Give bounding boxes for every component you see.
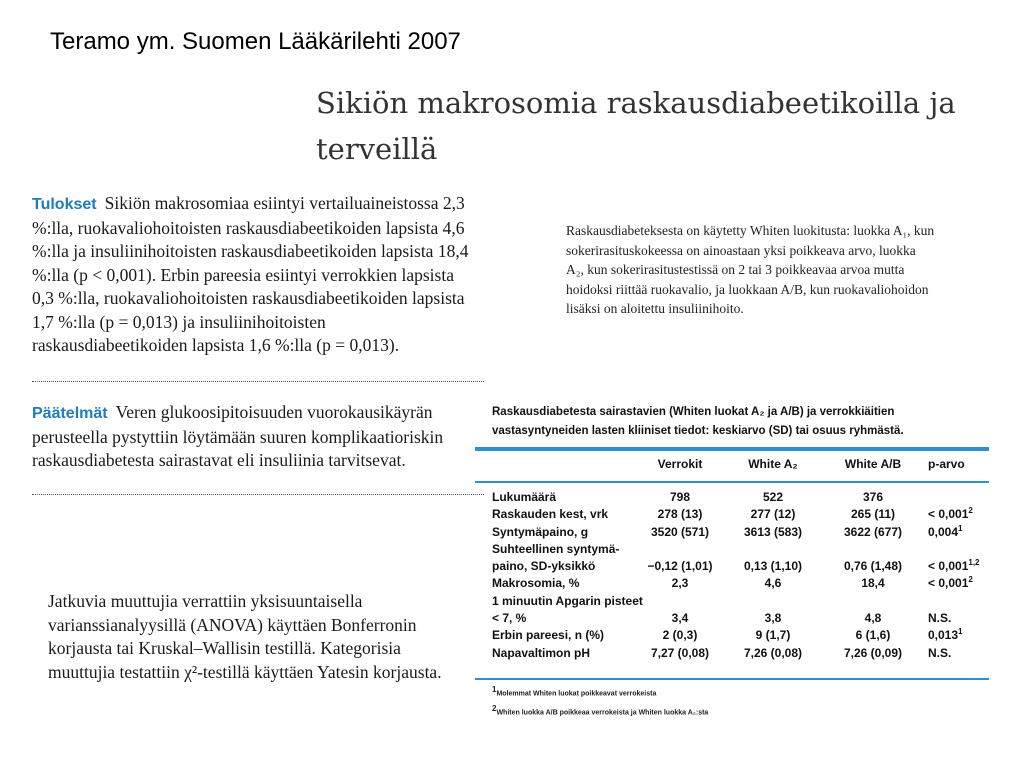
cell-p-value — [928, 645, 951, 662]
cell-white-ab: 376 — [862, 490, 884, 504]
table-header-row — [475, 456, 989, 476]
p-value-text: N.S. — [928, 645, 952, 660]
column-header-p-value: p-arvo — [928, 457, 965, 471]
table-footnote — [492, 685, 657, 698]
white-classification-note: Raskausdiabeteksesta on käytetty Whiten luokitusta: luokka A₁, kun sokerirasituskokeessa on ainoastaan yksi poikkeava arvo, luokka A₂, kun sokerirasitustestissä on 2 tai 3 poikkeavaa arvoa mutta hoidoksi riittää ruokavalio, ja luokkaan A/B, kun ruokavaliohoidon lisäksi on aloitettu insuliinihoito. — [566, 223, 935, 316]
cell-white-a2: 3613 (583) — [743, 524, 803, 539]
row-label: < 7, % — [492, 611, 527, 626]
cell-white-a2: 3,8 — [764, 611, 782, 626]
cell-white-ab: 0,76 (1,48) — [843, 559, 903, 574]
p-value-text: < 0,001 — [928, 507, 969, 522]
table-row — [475, 506, 989, 523]
table-top-rule — [475, 447, 989, 451]
cell-p-value — [928, 524, 962, 541]
p-value-text: < 0,001 — [928, 559, 969, 574]
cell-white-a2: 4,6 — [764, 576, 782, 591]
cell-controls: 3,4 — [671, 611, 689, 626]
cell-p-value — [928, 506, 973, 523]
source-citation: Teramo ym. Suomen Lääkärilehti 2007 — [50, 28, 461, 55]
cell-white-a2: 7,26 (0,08) — [743, 645, 803, 660]
cell-white-ab: 18,4 — [861, 576, 885, 591]
p-value-footnote-mark: 2 — [968, 575, 973, 585]
column-header-white-ab: White A/B — [844, 457, 902, 471]
cell-white-a2: 9 (1,7) — [755, 628, 791, 643]
row-label: Napavaltimon pH — [492, 645, 591, 660]
cell-p-value — [928, 575, 973, 592]
conclusions-paragraph — [32, 401, 477, 473]
cell-controls: 2 (0,3) — [662, 628, 698, 643]
cell-controls: 798 — [669, 490, 691, 504]
table-row — [475, 593, 989, 610]
row-label: Lukumäärä — [492, 490, 557, 504]
cell-white-a2: 277 (12) — [750, 507, 796, 522]
table-row — [475, 645, 989, 662]
footnote-text: Whiten luokka A/B poikkeaa verrokeista ja Whiten luokka A₂:sta — [496, 709, 709, 717]
cell-white-ab: 3622 (677) — [843, 524, 903, 539]
p-value-footnote-mark: 1 — [958, 523, 963, 533]
cell-p-value — [928, 610, 951, 627]
table-row — [475, 489, 989, 506]
row-label: paino, SD-yksikkö — [492, 559, 596, 574]
table-row — [475, 524, 989, 541]
results-paragraph — [32, 192, 477, 358]
dotted-divider — [32, 494, 484, 495]
cell-white-ab: 6 (1,6) — [855, 628, 891, 643]
table-row — [475, 627, 989, 644]
conclusions-heading: Päätelmät — [32, 405, 108, 422]
table-footnote — [492, 704, 709, 717]
cell-white-a2: 0,13 (1,10) — [743, 559, 803, 574]
cell-controls: 3520 (571) — [650, 524, 710, 539]
table-body — [475, 489, 989, 662]
row-label: Erbin pareesi, n (%) — [492, 628, 605, 643]
p-value-text: 0,004 — [928, 524, 959, 539]
conclusions-text: Veren glukoosipitoisuuden vuorokausikäyrän perusteella pystyttiin löytämään suuren komplikaatioriskin raskausdiabetesta sairastavat eli insuliinia tarvitsevat. — [32, 402, 444, 470]
cell-white-a2: 522 — [762, 490, 784, 504]
table-row — [475, 575, 989, 592]
cell-p-value — [928, 558, 980, 575]
methods-paragraph: Jatkuvia muuttujia verrattiin yksisuuntaisella varianssianalyysillä (ANOVA) käyttäen Bonferronin korjausta tai Kruskal–Wallisin testillä. Kategorisia muuttujia testattiin χ²-testillä käyttäen Yatesin korjausta. — [48, 591, 442, 682]
row-label: Makrosomia, % — [492, 576, 580, 591]
row-label: Raskauden kest, vrk — [492, 507, 609, 522]
cell-controls: 2,3 — [671, 576, 689, 591]
table-caption: Raskausdiabetesta sairastavien (Whiten luokat A₂ ja A/B) ja verrokkiäitien vastasyntyneiden lasten kliiniset tiedot: keskiarvo (SD) tai osuus ryhmästä. — [492, 406, 904, 437]
p-value-footnote-mark: 1,2 — [968, 558, 980, 568]
table-row — [475, 541, 989, 558]
article-title: Sikiön makrosomia raskausdiabeetikoilla ja terveillä — [316, 86, 956, 166]
p-value-footnote-mark: 1 — [958, 627, 963, 637]
table-row — [475, 558, 989, 575]
p-value-footnote-mark: 2 — [968, 506, 973, 516]
cell-white-ab: 7,26 (0,09) — [843, 645, 903, 660]
cell-white-ab: 265 (11) — [850, 507, 896, 522]
p-value-text: < 0,001 — [928, 576, 969, 591]
footnote-mark: 1 — [492, 685, 497, 694]
results-text: Sikiön makrosomiaa esiintyi vertailuaineistossa 2,3 %:lla, ruokavaliohoitoisten raskausdiabeetikoiden lapsista 4,6 %:lla ja insuliinihoitoisten raskausdiabeetikoiden lapsista 18,4 %:lla (p < 0,001). Erbin pareesia esiintyi verrokkien lapsista 0,3 %:lla, ruokavaliohoitoisten raskausdiabeetikoiden lapsista 1,7 %:lla (p = 0,013) ja insuliinihoitoisten raskausdiabeetikoiden lapsista 1,6 %:lla (p = 0,013). — [32, 193, 469, 355]
row-label: Suhteellinen syntymä- — [492, 541, 620, 556]
p-value-text: 0,013 — [928, 628, 959, 643]
table-bottom-rule — [475, 678, 989, 680]
row-label: 1 minuutin Apgarin pisteet — [492, 593, 643, 608]
p-value-text: N.S. — [928, 611, 952, 626]
cell-p-value — [928, 627, 962, 644]
column-header-controls: Verrokit — [657, 457, 703, 471]
cell-white-ab: 4,8 — [864, 611, 882, 626]
row-label: Syntymäpaino, g — [492, 524, 589, 539]
table-header-rule — [475, 481, 989, 483]
footnote-mark: 2 — [492, 704, 497, 713]
results-heading: Tulokset — [32, 196, 97, 213]
dotted-divider — [32, 381, 484, 382]
column-header-white-a2: White A₂ — [748, 457, 798, 471]
footnote-text: Molemmat Whiten luokat poikkeavat verrokeista — [496, 690, 657, 698]
table-row — [475, 610, 989, 627]
cell-controls: −0,12 (1,01) — [647, 559, 713, 574]
cell-controls: 7,27 (0,08) — [650, 645, 710, 660]
cell-controls: 278 (13) — [657, 507, 703, 522]
